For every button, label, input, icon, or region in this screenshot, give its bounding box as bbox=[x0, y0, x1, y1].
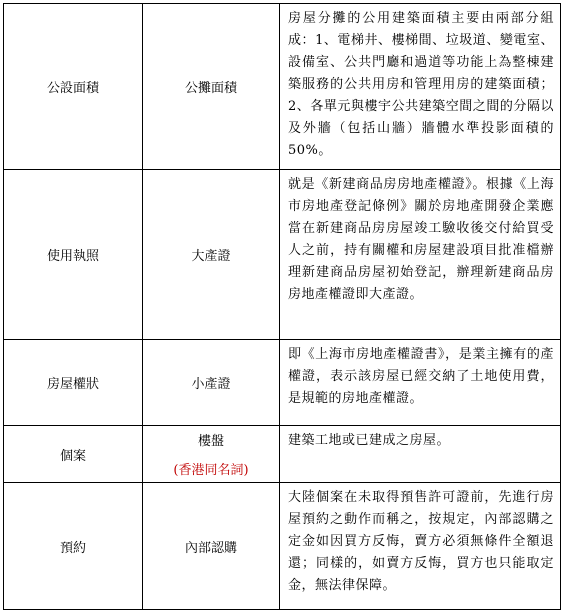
table-row bbox=[4, 4, 561, 170]
table-row bbox=[4, 483, 561, 610]
description-cell: 房屋分攤的公用建築面積主要由兩部分組成：1、電梯井、樓梯間、垃圾道、變電室、設備室、公共門廳和過道等功能上為整棟建築服務的公共用房和管理用房的建築面積；2、各單元與樓宇公共建築空間之間的分隔以及外牆（包括山牆）牆體水準投影面積的50%。 bbox=[280, 4, 561, 170]
hk-same-name-note: (香港同名詞) bbox=[173, 463, 249, 478]
description-cell: 就是《新建商品房房地產權證》。根據《上海市房地產登記條例》關於房地產開發企業應當在新建商品房房屋竣工驗收後交付給買受人之前，持有關權和房屋建設項目批准檔辦理新建商品房屋初始登記，辦理新建商品房房地產權證即大產證。 bbox=[280, 170, 561, 340]
glossary-table bbox=[3, 3, 561, 610]
table-row bbox=[4, 170, 561, 340]
table-row bbox=[4, 340, 561, 426]
equivalent-cell: 公攤面積 bbox=[143, 4, 280, 170]
description-cell: 即《上海市房地產權證書》，是業主擁有的產權證，表示該房屋已經交納了土地使用費，是規範的房地產權證。 bbox=[280, 340, 561, 426]
table-row bbox=[4, 426, 561, 483]
term-cell: 個案 bbox=[4, 426, 143, 483]
equivalent-cell: 內部認購 bbox=[143, 483, 280, 610]
term-cell: 房屋權狀 bbox=[4, 340, 143, 426]
description-cell: 大陸個案在未取得預售許可證前，先進行房屋預約之動作而稱之，按規定，內部認購之定金如因買方反悔，賣方必須無條件全額退還；同樣的，如賣方反悔，買方也只能取定金，無法律保障。 bbox=[280, 483, 561, 610]
description-cell: 建築工地或已建成之房屋。 bbox=[280, 426, 561, 483]
equivalent-cell bbox=[143, 426, 280, 483]
equivalent-cell: 小產證 bbox=[143, 340, 280, 426]
term-cell: 預約 bbox=[4, 483, 143, 610]
equivalent-cell: 大產證 bbox=[143, 170, 280, 340]
term-cell: 使用執照 bbox=[4, 170, 143, 340]
term-cell: 公設面積 bbox=[4, 4, 143, 170]
equivalent-text: 樓盤 bbox=[197, 434, 224, 449]
